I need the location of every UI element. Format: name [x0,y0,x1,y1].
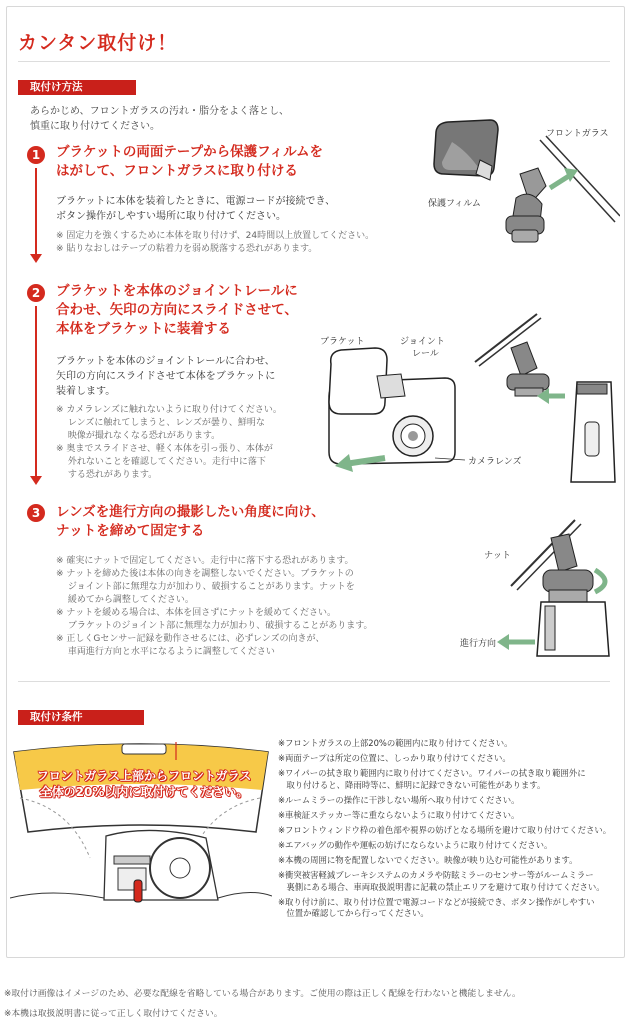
condition-line: 裏側にある場合、車両取扱説明書に記載の禁止エリアを避けて取り付けてください。 [278,881,605,892]
dashboard-icon [104,830,218,902]
condition-item: ※フロントガラスの上部20%の範囲内に取り付けてください。 [278,738,513,748]
step-flow-arrow [35,168,37,256]
conditions-list [278,738,618,923]
overlay-line: フロントガラス上部からフロントガラス [36,769,252,783]
intro-line: 慎重に取り付けてください。 [30,121,160,132]
condition-line: ※衝突被害軽減ブレーキシステムのカメラや防眩ミラーのセンサー等がルームミラー [278,870,594,881]
step-1-number: 1 [27,146,45,164]
mount-joint-icon [475,314,549,396]
step-flow-arrow [35,306,37,478]
condition-item: ※フロントウィンドウ枠の着色部や視界の妨げとなる場所を避けて取り付けてください。 [278,824,612,835]
note-line: ※ 確実にナットで固定してください。走行中に落下する恐れがあります。 [56,556,354,566]
section-divider [18,681,610,682]
note-line: ※ 奥までスライドさせ、軽く本体を引っ張り、本体が [56,444,273,454]
step-2-number: 2 [27,284,45,302]
label-film: 保護フィルム [428,199,481,209]
note-line: 車両進行方向と水平になるように調整してください [56,647,275,657]
step-title-line: 合わせ、矢印の方向にスライドさせて、 [56,302,298,318]
step-2-body [56,354,275,399]
condition-item [278,870,618,893]
overlay-line: 全体の20%以内に取付けてください。 [39,785,249,799]
section-tag-install-method: 取付け方法 [18,80,136,95]
rotate-arrow-icon [595,570,605,592]
note-line: ※ カメラレンズに触れないように取り付けてください。 [56,405,282,415]
bracket-mount-icon [506,168,546,242]
condition-item [278,768,618,791]
label-nut: ナット [484,551,511,561]
step-body-line: 装着します。 [56,386,116,397]
step-3-notes [56,555,373,659]
car-overlay-text [26,768,262,800]
condition-item: ※ルームミラーの操作に干渉しない場所へ取り付けてください。 [278,794,520,805]
note-line: ※ 貼りなおしはテープの粘着力を弱め脱落する恐れがあります。 [56,244,318,254]
label-camera-lens: カメラレンズ [468,457,522,467]
note-line: ※ ナットを締めた後は本体の向きを調整しないでください。ブラケットの [56,569,354,579]
note-line: 映像が撮れなくなる恐れがあります。 [56,431,221,441]
page-title: カンタン取付け！ [18,32,178,54]
condition-line: 取り付けると、降雨時等に、鮮明に記録できない可能性があります。 [278,779,546,790]
note-line: ※ ナットを緩める場合は、本体を回さずにナットを緩めてください。 [56,608,337,618]
intro-line: あらかじめ、フロントガラスの汚れ・脂分をよく落とし、 [30,106,289,117]
step-3-number: 3 [27,504,45,522]
step-1-notes [56,230,374,256]
camera-side-icon [571,382,615,482]
protective-film-icon [434,120,498,180]
label-joint: ジョイント [400,337,445,347]
condition-item: ※車検証ステッカー等に重ならないように取り付けてください。 [278,809,520,820]
label-rail: レール [412,349,439,359]
note-line: する恐れがあります。 [56,470,158,480]
step-1-title [56,143,323,181]
note-line: 外れないことを確認してください。走行中に落下 [56,457,266,467]
condition-item: ※エアバッグの動作や運転の妨げにならないように取り付けてください。 [278,840,553,851]
note-line: ブラケットのジョイント部に無理な力が加わり、破損することがあります。 [56,621,373,631]
note-line: ※ 固定力を強くするために本体を取り付けず、24時間以上放置してください。 [56,231,375,241]
footnote-manual: ※本機は取扱説明書に従って正しく取付けてください。 [4,1009,223,1019]
step-body-line: ボタン操作がしやすい場所に取り付けてください。 [56,211,286,222]
step-title-line: レンズを進行方向の撮影したい角度に向け、 [56,504,325,520]
intro-text [30,104,289,134]
section-tag-install-conditions: 取付け条件 [18,710,144,725]
note-line: レンズに触れてしまうと、レンズが曇り、鮮明な [56,418,265,428]
camera-side-icon [537,602,609,656]
condition-line: 位置か確認してから行ってください。 [278,908,429,919]
condition-item [278,897,618,920]
note-line: ジョイント部に無理な力が加わり、破損することがあります。ナットを [56,582,355,592]
step-3-title [56,503,325,541]
condition-line: ※ワイパーの拭き取り範囲内に取り付けてください。ワイパーの拭き取り範囲外に [278,768,586,779]
step-title-line: ブラケットの両面テープから保護フィルムを [56,144,324,160]
step-body-line: ブラケットを本体のジョイントレールに合わせ、 [56,356,275,367]
label-bracket: ブラケット [320,337,365,347]
step-2-title [56,282,298,339]
windshield-line [540,140,615,222]
condition-item: ※本機の周囲に物を配置しないでください。映像が映り込む可能性があります。 [278,855,578,866]
note-line: ※ 正しくGセンサー記録を動作させるには、必ずレンズの向きが、 [56,634,325,644]
rear-mirror-icon [122,744,166,754]
step-title-line: 本体をブラケットに装着する [56,321,231,337]
step-body-line: ブラケットに本体を装着したときに、電源コードが接続でき、 [56,196,336,207]
condition-line: ※取り付け前に、取り付け位置で電源コードなどが接続でき、ボタン操作がしやすい [278,896,595,907]
step-title-line: はがして、フロントガラスに取り付ける [56,163,298,179]
step-title-line: ナットを締めて固定する [56,523,205,539]
note-line: 緩めてから調整してください。 [56,595,194,605]
condition-item: ※両面テープは所定の位置に、しっかり取り付けてください。 [278,753,511,764]
step-body-line: 矢印の方向にスライドさせて本体をブラケットに [56,371,276,382]
step-title-line: ブラケットを本体のジョイントレールに [56,283,298,299]
label-direction: 進行方向 [460,639,497,649]
title-divider [18,61,610,62]
step-1-body [56,194,335,224]
label-windshield: フロントガラス [546,129,609,139]
footnote-wiring: ※取付け画像はイメージのため、必要な配線を省略している場合があります。ご使用の際は正しく配線を行わないと機能しません。 [4,989,521,999]
step-2-notes [56,404,282,482]
